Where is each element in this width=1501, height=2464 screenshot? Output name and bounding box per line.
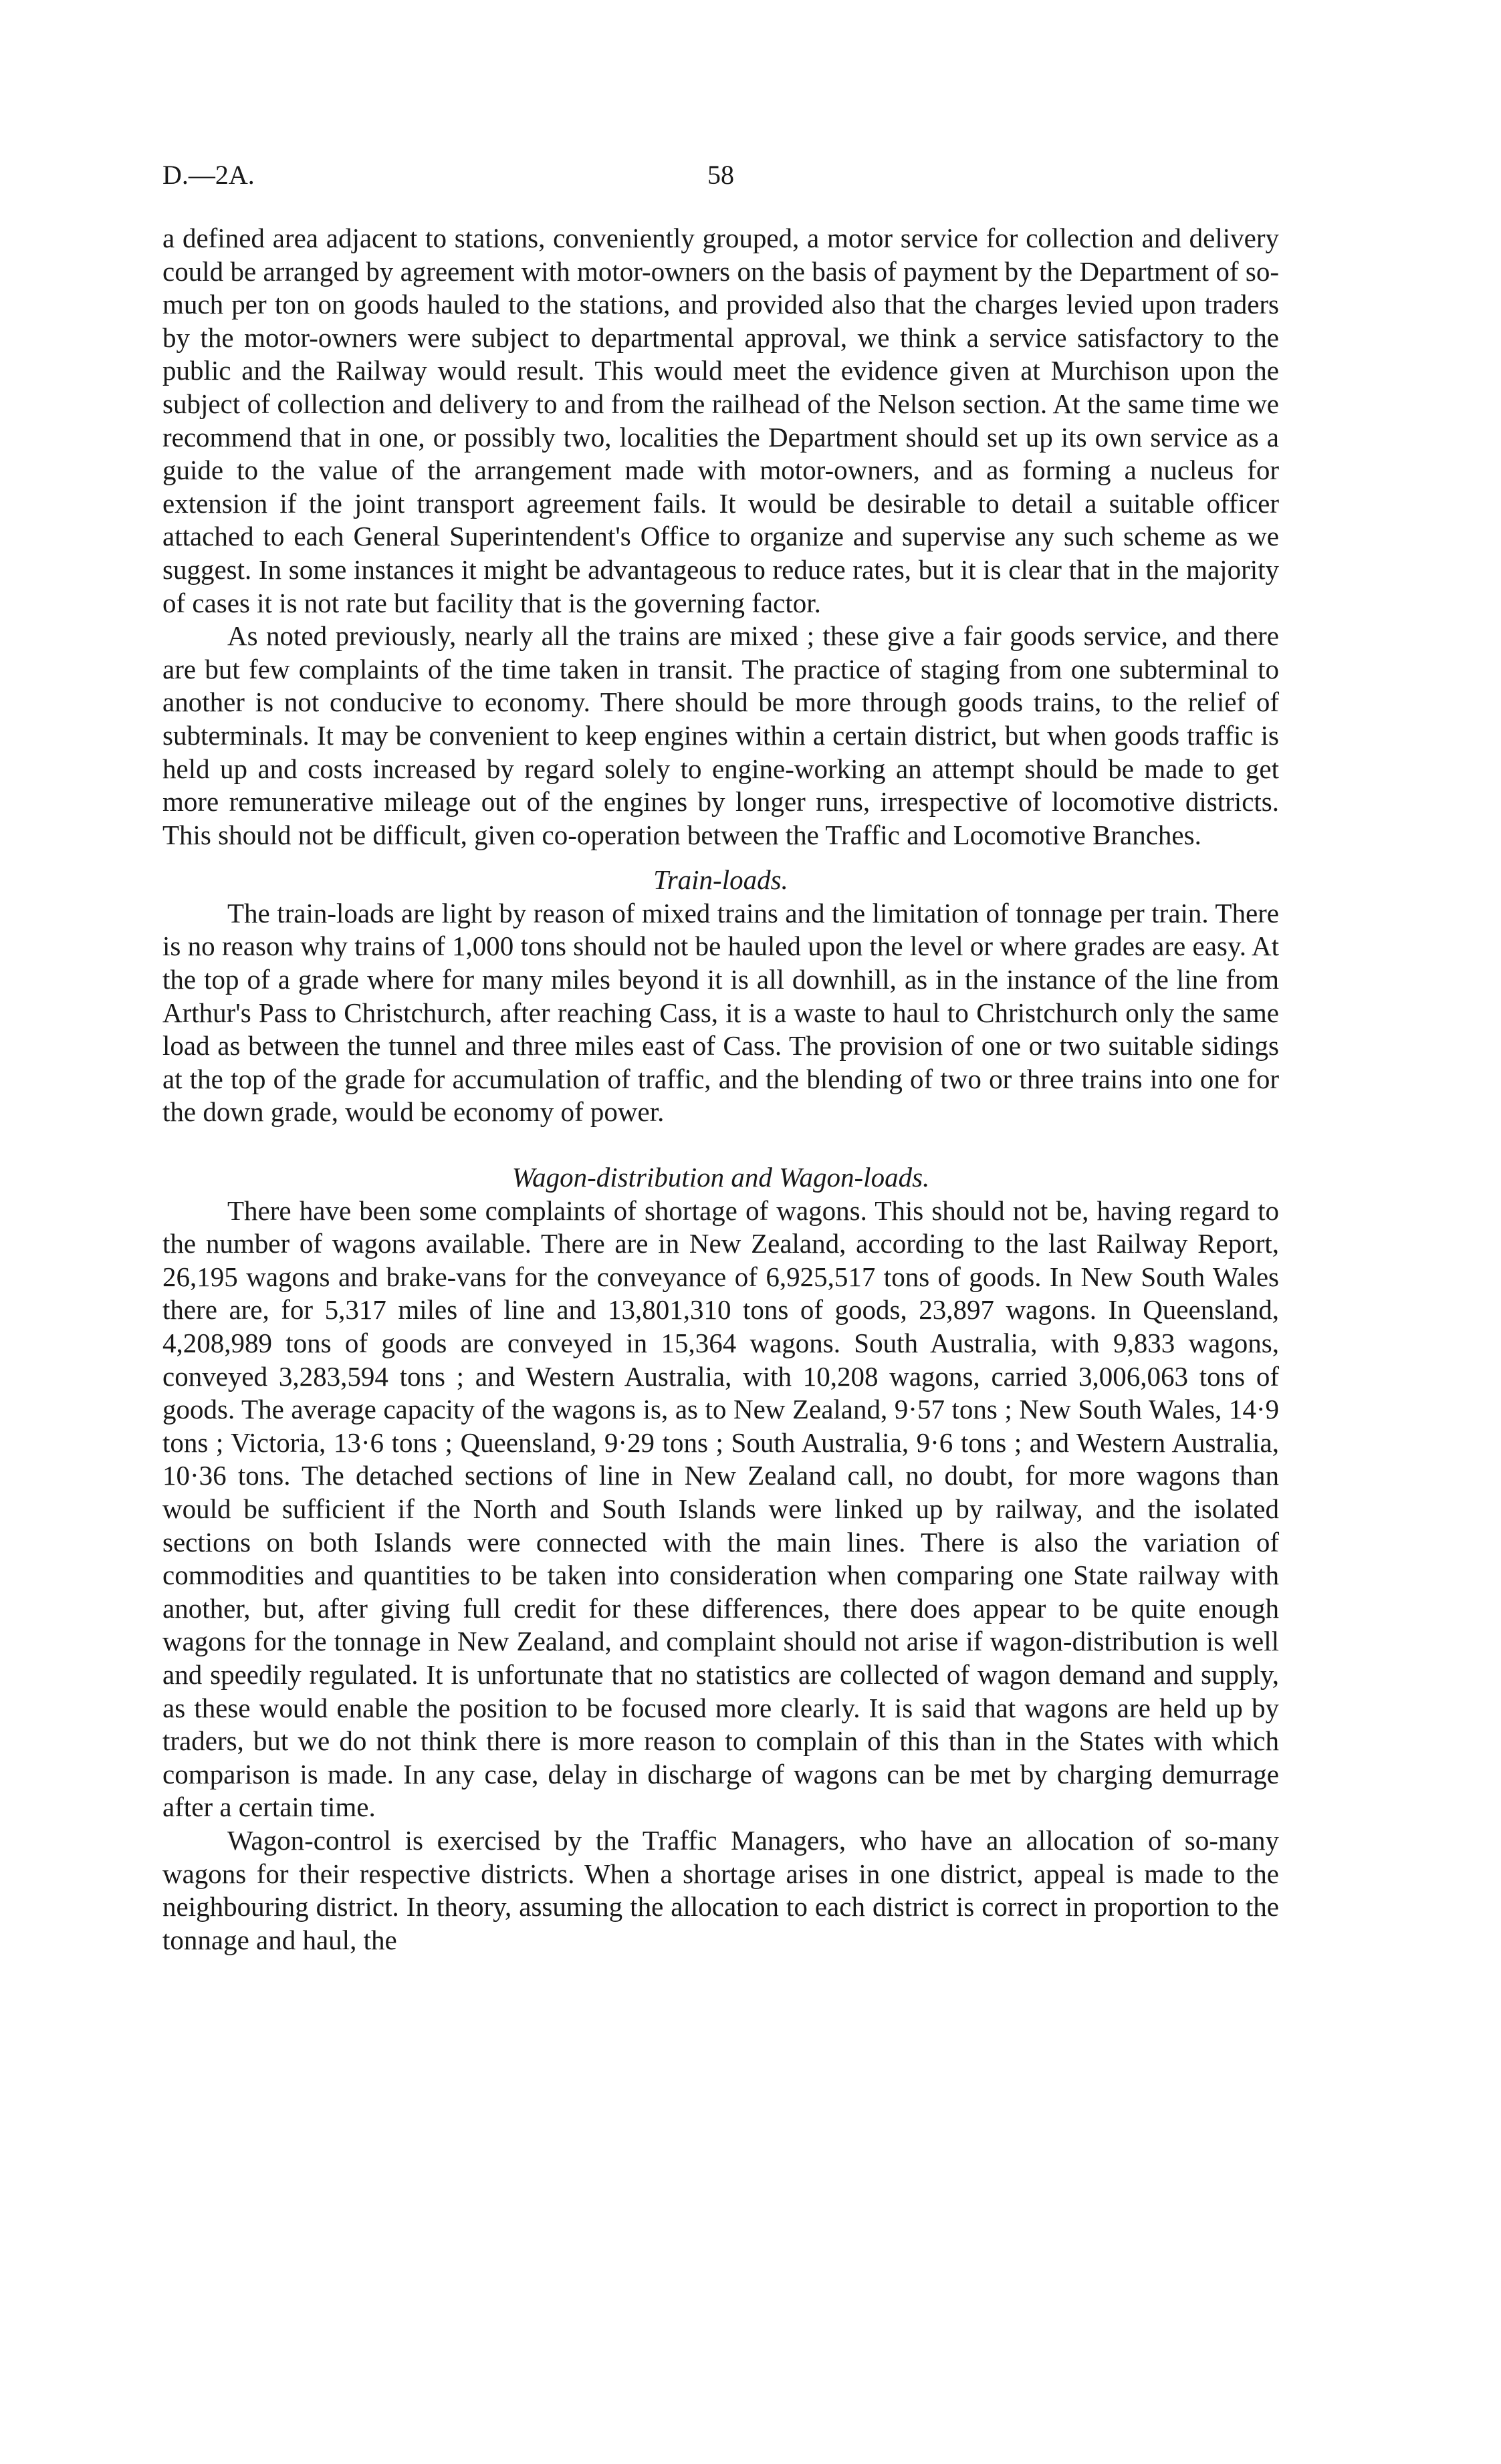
document-reference: D.—2A.	[162, 160, 255, 190]
paragraph-continued: a defined area adjacent to stations, conveniently grouped, a motor service for collection and delivery could be arranged by agreement with motor-owners on the basis of payment by the Department of so-much per ton on goods hauled to the stations, and provided also that the charges levied upon traders by the motor-owners were subject to departmental approval, we think a service satisfactory to the public and the Railway would result. This would meet the evidence given at Murchison upon the subject of collection and delivery to and from the railhead of the Nelson section. At the same time we recommend that in one, or possibly two, localities the Department should set up its own service as a guide to the value of the arrangement made with motor-owners, and as forming a nucleus for extension if the joint transport agreement fails. It would be desirable to detail a suitable officer attached to each General Superintendent's Office to organize and supervise any such scheme as we suggest. In some instances it might be advantageous to reduce rates, but it is clear that in the majority of cases it is not rate but facility that is the governing factor.	[162, 223, 1279, 618]
document-body	[162, 222, 1279, 1957]
section-heading-train-loads: Train-loads.	[653, 864, 788, 896]
paragraph-wagon-control: Wagon-control is exercised by the Traffic Managers, who have an allocation of so-many wagons for their respective districts. When a shortage arises in one district, appeal is made to the neighbouring district. In theory, assuming the allocation to each district is correct in proportion to the tonnage and haul, the	[162, 1824, 1279, 1955]
page-header	[162, 155, 1279, 195]
paragraph-mixed-trains: As noted previously, nearly all the trains are mixed ; these give a fair goods service, and there are but few complaints of the time taken in transit. The practice of staging from one subterminal to another is not conducive to economy. There should be more through goods trains, to the relief of subterminals. It may be convenient to keep engines within a certain district, but when goods traffic is held up and costs increased by regard solely to engine-working an attempt should be made to get more remunerative mileage out of the engines by longer runs, irrespective of locomotive districts. This should not be difficult, given co-operation between the Traffic and Locomotive Branches.	[162, 620, 1279, 850]
paragraph-wagon-shortage: There have been some complaints of shortage of wagons. This should not be, having regard to the number of wagons available. There are in New Zealand, according to the last Railway Report, 26,195 wagons and brake-vans for the conveyance of 6,925,517 tons of goods. In New South Wales there are, for 5,317 miles of line and 13,801,310 tons of goods, 23,897 wagons. In Queensland, 4,208,989 tons of goods are conveyed in 15,364 wagons. South Australia, with 9,833 wagons, conveyed 3,283,594 tons ; and Western Australia, with 10,208 wagons, carried 3,006,063 tons of goods. The average capacity of the wagons is, as to New Zealand, 9·57 tons ; New South Wales, 14·9 tons ; Victoria, 13·6 tons ; Queensland, 9·29 tons ; South Australia, 9·6 tons ; and Western Australia, 10·36 tons. The detached sections of line in New Zealand call, no doubt, for more wagons than would be sufficient if the North and South Islands were linked up by railway, and the isolated sections on both Islands were connected with the main lines. There is also the variation of commodities and quantities to be taken into consideration when comparing one State railway with another, but, after giving full credit for these differences, there does appear to be quite enough wagons for the tonnage in New Zealand, and complaint should not arise if wagon-distribution is well and speedily regulated. It is unfortunate that no statistics are collected of wagon demand and supply, as these would enable the position to be focused more clearly. It is said that wagons are held up by traders, but we do not think there is more reason to complain of this than in the States with which comparison is made. In any case, delay in discharge of wagons can be met by charging demurrage after a certain time.	[162, 1195, 1279, 1823]
section-heading-wagon-distribution: Wagon-distribution and Wagon-loads.	[511, 1162, 930, 1193]
page-number: 58	[707, 160, 734, 190]
paragraph-train-loads: The train-loads are light by reason of mixed trains and the limitation of tonnage per train. There is no reason why trains of 1,000 tons should not be hauled upon the level or where grades are easy. At the top of a grade where for many miles beyond it is all downhill, as in the instance of the line from Arthur's Pass to Christchurch, after reaching Cass, it is a waste to haul to Christchurch only the same load as between the tunnel and three miles east of Cass. The provision of one or two suitable sidings at the top of the grade for accumulation of traffic, and the blending of two or three trains into one for the down grade, would be economy of power.	[162, 897, 1279, 1128]
